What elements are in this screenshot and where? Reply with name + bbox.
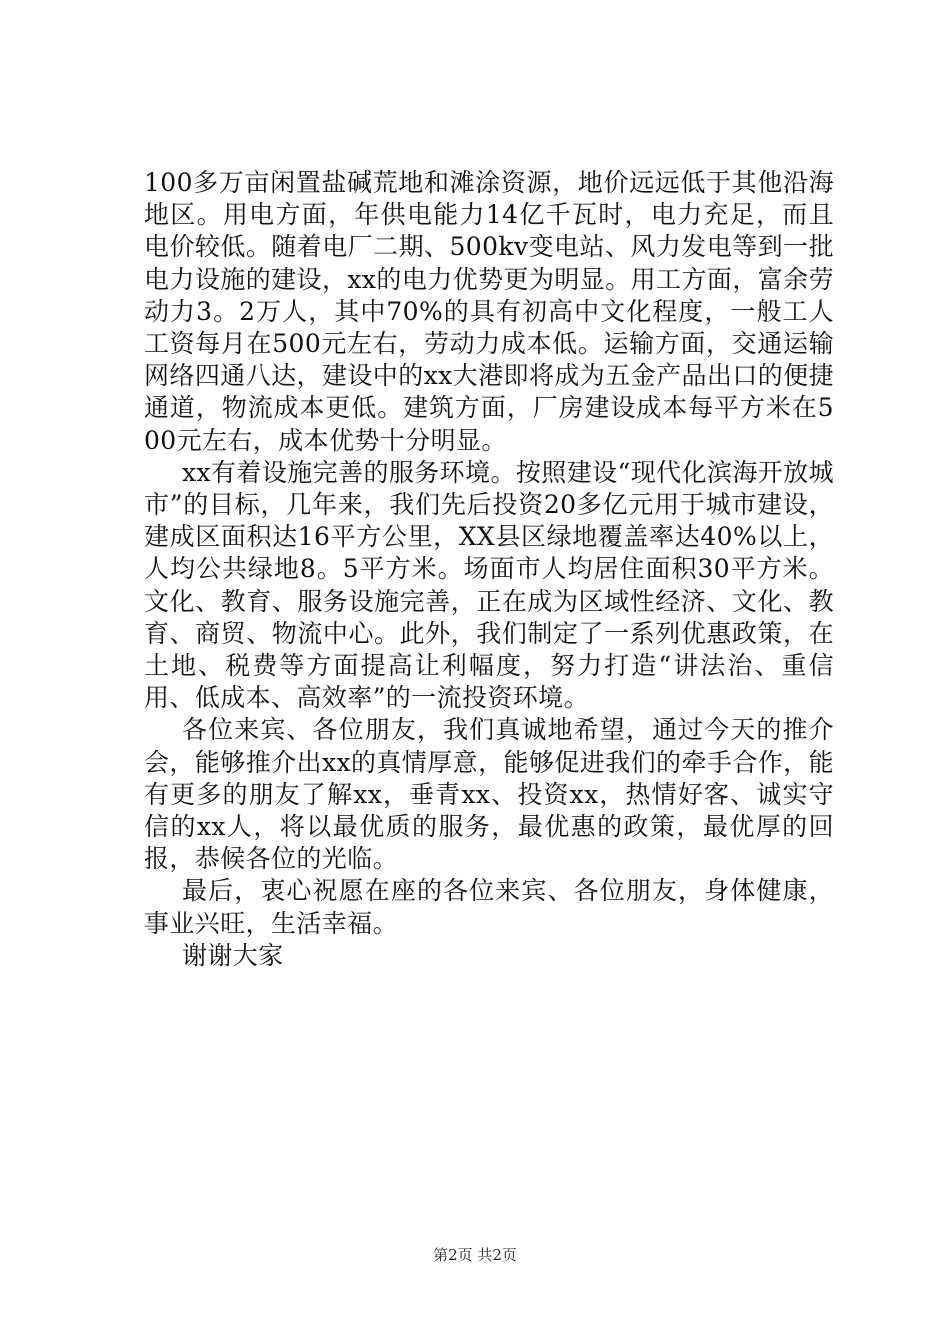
paragraph-invitation: 各位来宾、各位朋友，我们真诚地希望，通过今天的推介会，能够推介出xx的真情厚意，能够促进我们的牵手合作，能有更多的朋友了解xx，垂青xx、投资xx，热情好客、诚实守信的xx人，将以最优质的服务，最优惠的政策，最优厚的回报，恭候各位的光临。 [144, 715, 834, 874]
page-number-footer: 第2页 共2页 [433, 1246, 517, 1264]
paragraph-thanks: 谢谢大家 [182, 940, 284, 970]
paragraph-service-environment: xx有着设施完善的服务环境。按照建设“现代化滨海开放城市”的目标，几年来，我们先后投资20多亿元用于城市建设，建成区面积达16平方公里，XX县区绿地覆盖率达40%以上，人均公共绿地8。5平方米。场面市人均居住面积30平方米。文化、教育、服务设施完善，正在成为区域性经济、文化、教育、商贸、物流中心。此外，我们制定了一系列优惠政策，在土地、税费等方面提高让利幅度，努力打造“讲法治、重信用、低成本、高效率”的一流投资环境。 [144, 457, 834, 713]
paragraph-wishes: 最后，衷心祝愿在座的各位来宾、各位朋友，身体健康，事业兴旺，生活幸福。 [144, 876, 834, 938]
document-body [144, 167, 834, 972]
paragraph-land-power-labor: 100多万亩闲置盐碱荒地和滩涂资源，地价远远低于其他沿海地区。用电方面，年供电能力14亿千瓦时，电力充足，而且电价较低。随着电厂二期、500kv变电站、风力发电等到一批电力设施的建设，xx的电力优势更为明显。用工方面，富余劳动力3。2万人，其中70%的具有初高中文化程度，一般工人工资每月在500元左右，劳动力成本低。运输方面，交通运输网络四通八达，建设中的xx大港即将成为五金产品出口的便捷通道，物流成本更低。建筑方面，厂房建设成本每平方米在500元左右，成本优势十分明显。 [144, 168, 834, 455]
